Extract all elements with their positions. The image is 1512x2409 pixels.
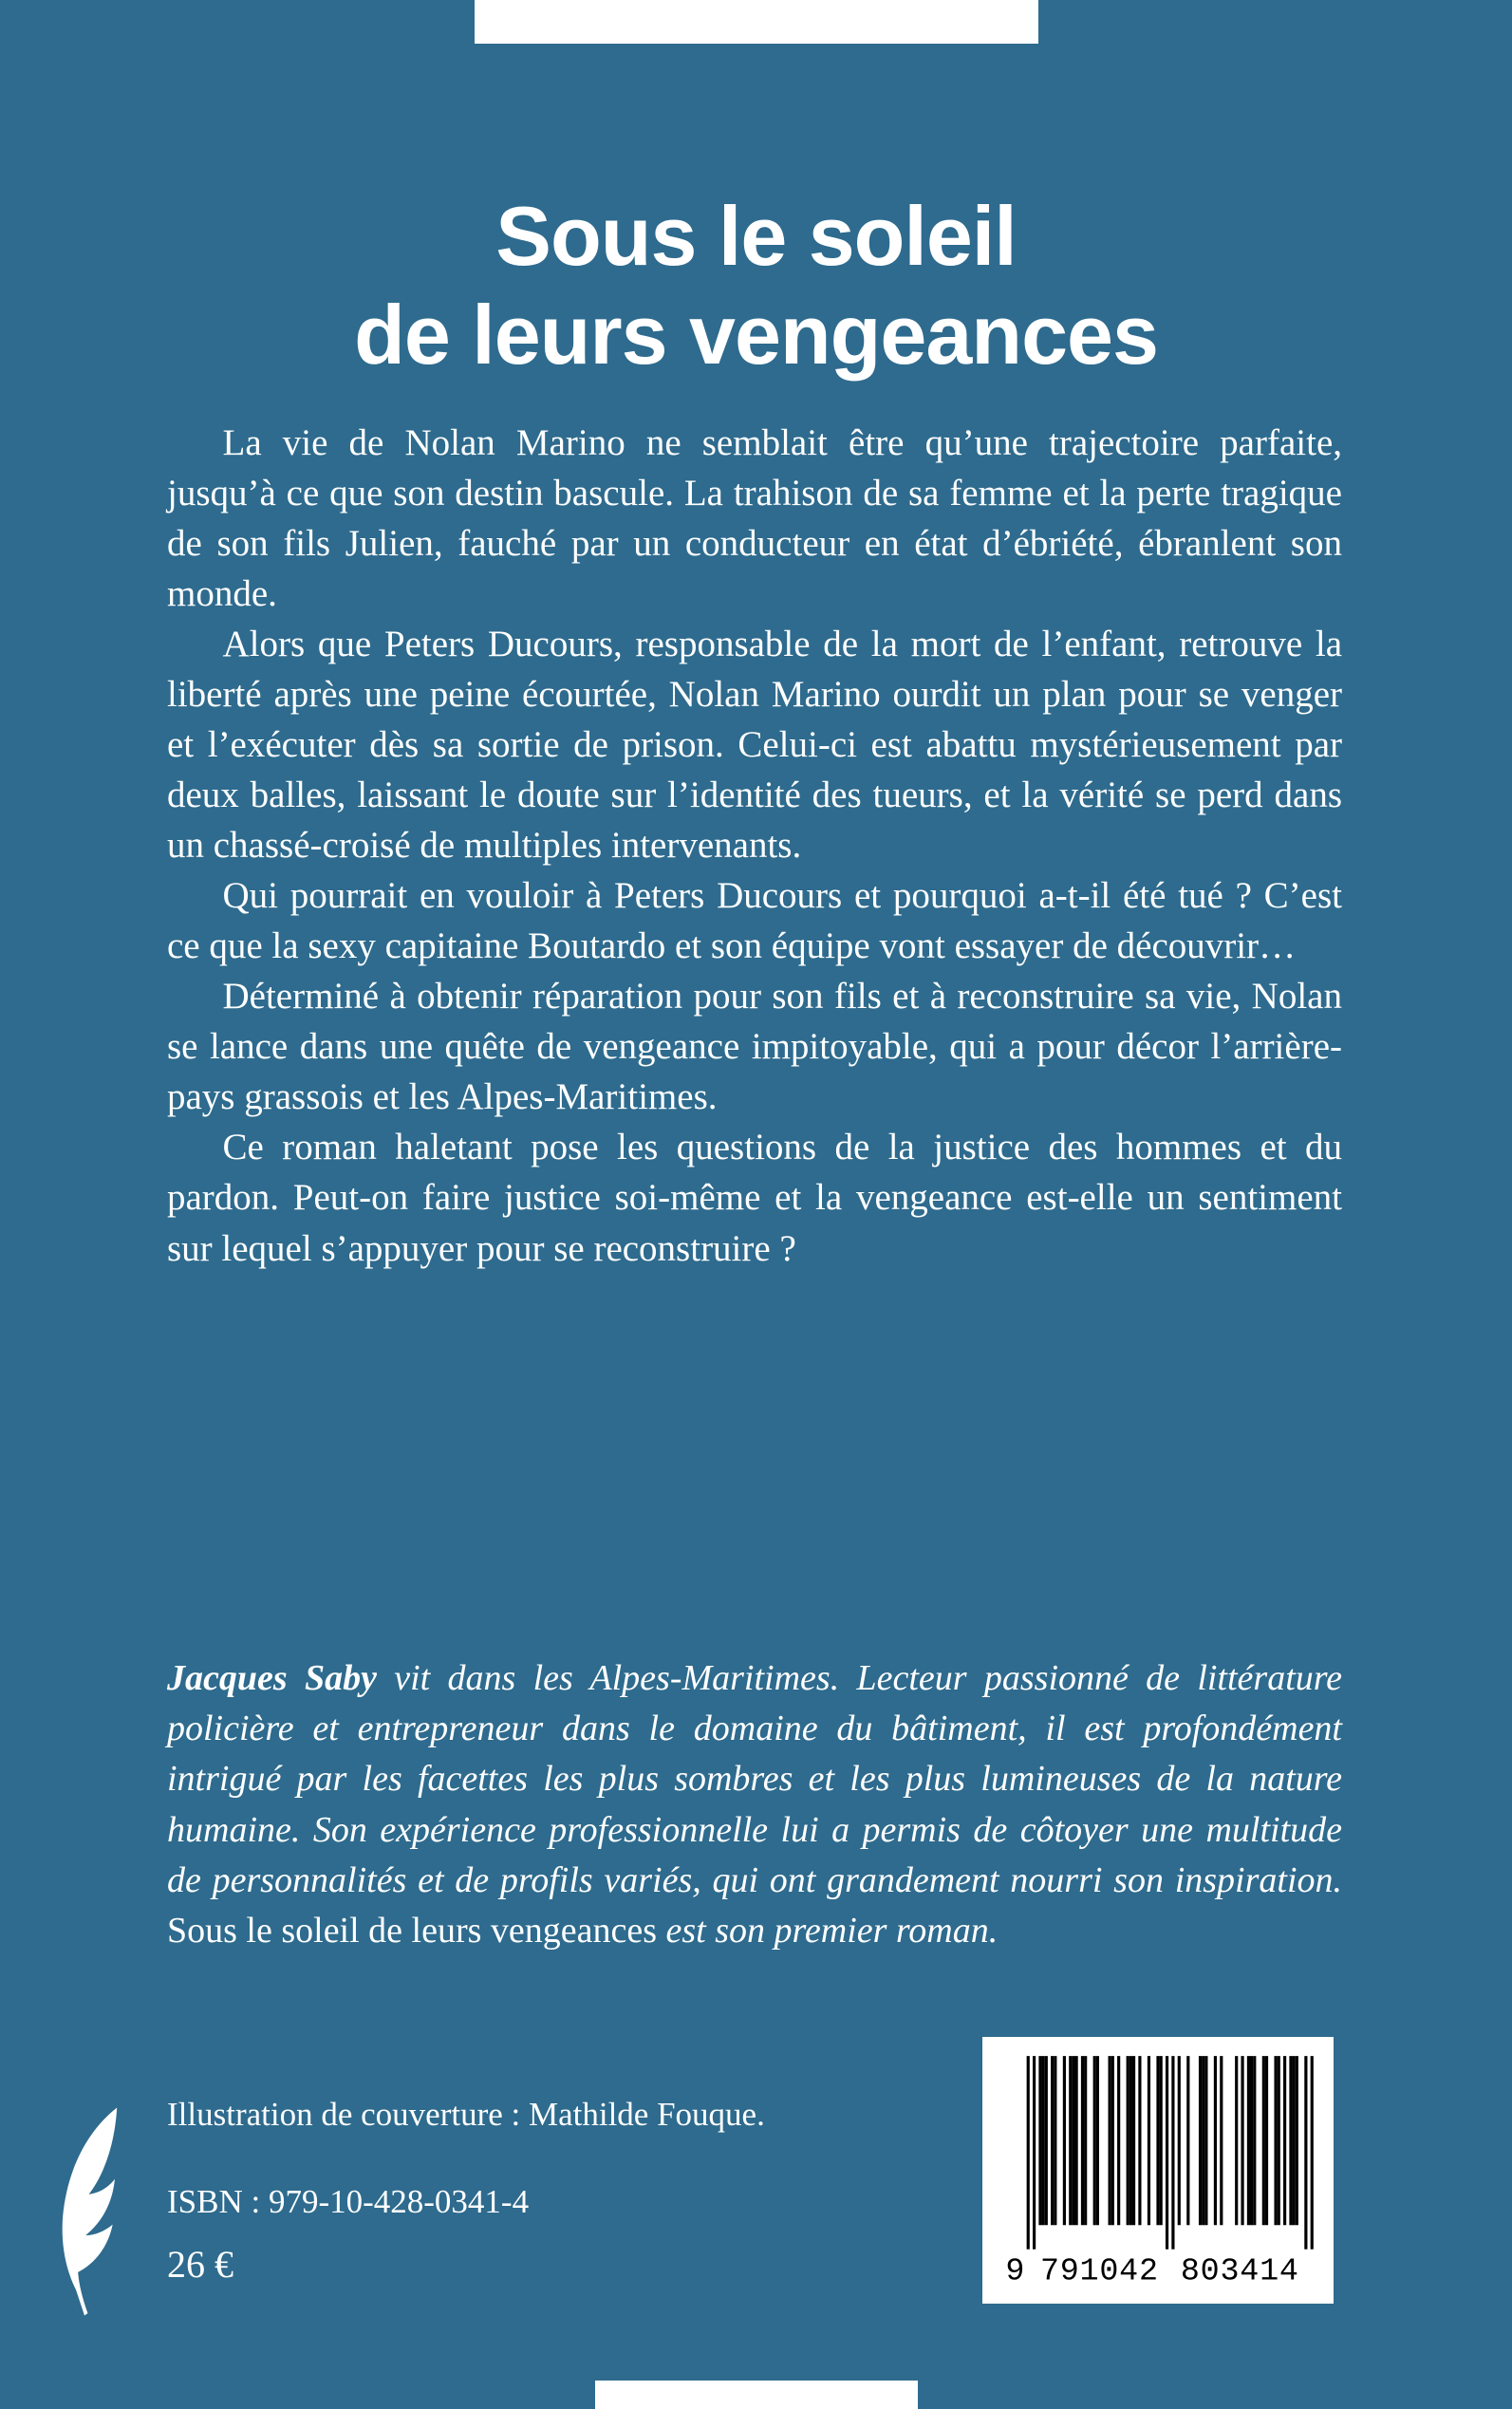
synopsis-paragraph: La vie de Nolan Marino ne semblait être qu’une trajectoire parfaite, jusqu’à ce que son destin bascule. La trahison de sa femme et la perte tragique de son fils Julien, fauché par un conducteur en état d’ébriété, ébranlent son monde. bbox=[167, 422, 1342, 615]
cover-illustration-credit: Illustration de couverture : Mathilde Fouque. bbox=[167, 2096, 765, 2133]
barcode-digit-group: 9 bbox=[1005, 2253, 1025, 2286]
book-title-line-2: de leurs vengeances bbox=[354, 287, 1158, 382]
barcode-digit-group: 791042 bbox=[1039, 2253, 1158, 2286]
barcode bbox=[982, 2037, 1334, 2304]
price: 26 € bbox=[167, 2243, 233, 2286]
bio-text-before-title: vit dans les Alpes-Maritimes. Lecteur passionné de littérature policière et entrepreneur dans le domaine du bâtiment, il est profondément intrigué par les facettes les plus sombres et les plus lumineuses de la nature humaine. Son expérience professionnelle lui a permis de côtoyer une multitude de personnalités et de profils variés, qui ont grandement nourri son inspiration. bbox=[167, 1658, 1343, 1900]
barcode-graphic bbox=[999, 2056, 1316, 2286]
synopsis-paragraph: Alors que Peters Ducours, responsable de la mort de l’enfant, retrouve la liberté après une peine écourtée, Nolan Marino ourdit un plan pour se venger et l’exécuter dès sa sortie de prison. Celui-ci est abattu mystérieusement par deux balles, laissant le doute sur l’identité des tueurs, et la vérité se perd dans un chassé-croisé de multiples intervenants. bbox=[167, 624, 1342, 867]
author-bio bbox=[167, 1653, 1342, 1956]
publisher-feather-logo bbox=[53, 2103, 131, 2320]
spine-mark-top bbox=[475, 0, 1038, 44]
synopsis-paragraph: Ce roman haletant pose les questions de la justice des hommes et du pardon. Peut-on faire justice soi-même et la vengeance est-elle un sentiment sur lequel s’appuyer pour se reconstruire ? bbox=[167, 1127, 1342, 1269]
spine-mark-bottom bbox=[595, 2381, 918, 2409]
synopsis-paragraph: Qui pourrait en vouloir à Peters Ducours et pourquoi a-t-il été tué ? C’est ce que la sexy capitaine Boutardo et son équipe vont essayer de découvrir… bbox=[167, 875, 1342, 967]
author-bio-paragraph bbox=[167, 1653, 1342, 1956]
bio-text-after-title: est son premier roman. bbox=[657, 1910, 999, 1951]
synopsis-paragraph: Déterminé à obtenir réparation pour son fils et à reconstruire sa vie, Nolan se lance dans une quête de vengeance impitoyable, qui a pour décor l’arrière-pays grassois et les Alpes-Maritimes. bbox=[167, 976, 1342, 1118]
colophon bbox=[167, 2183, 529, 2287]
book-title-line-1: Sous le soleil bbox=[495, 188, 1017, 283]
synopsis bbox=[167, 418, 1342, 1274]
barcode-digit-group: 803414 bbox=[1180, 2253, 1298, 2286]
isbn: ISBN : 979-10-428-0341-4 bbox=[167, 2183, 530, 2220]
book-title bbox=[0, 187, 1512, 384]
barcode-bars bbox=[1027, 2056, 1314, 2250]
bio-title-mention: Sous le soleil de leurs vengeances bbox=[167, 1910, 658, 1951]
author-name: Jacques Saby bbox=[167, 1658, 377, 1698]
